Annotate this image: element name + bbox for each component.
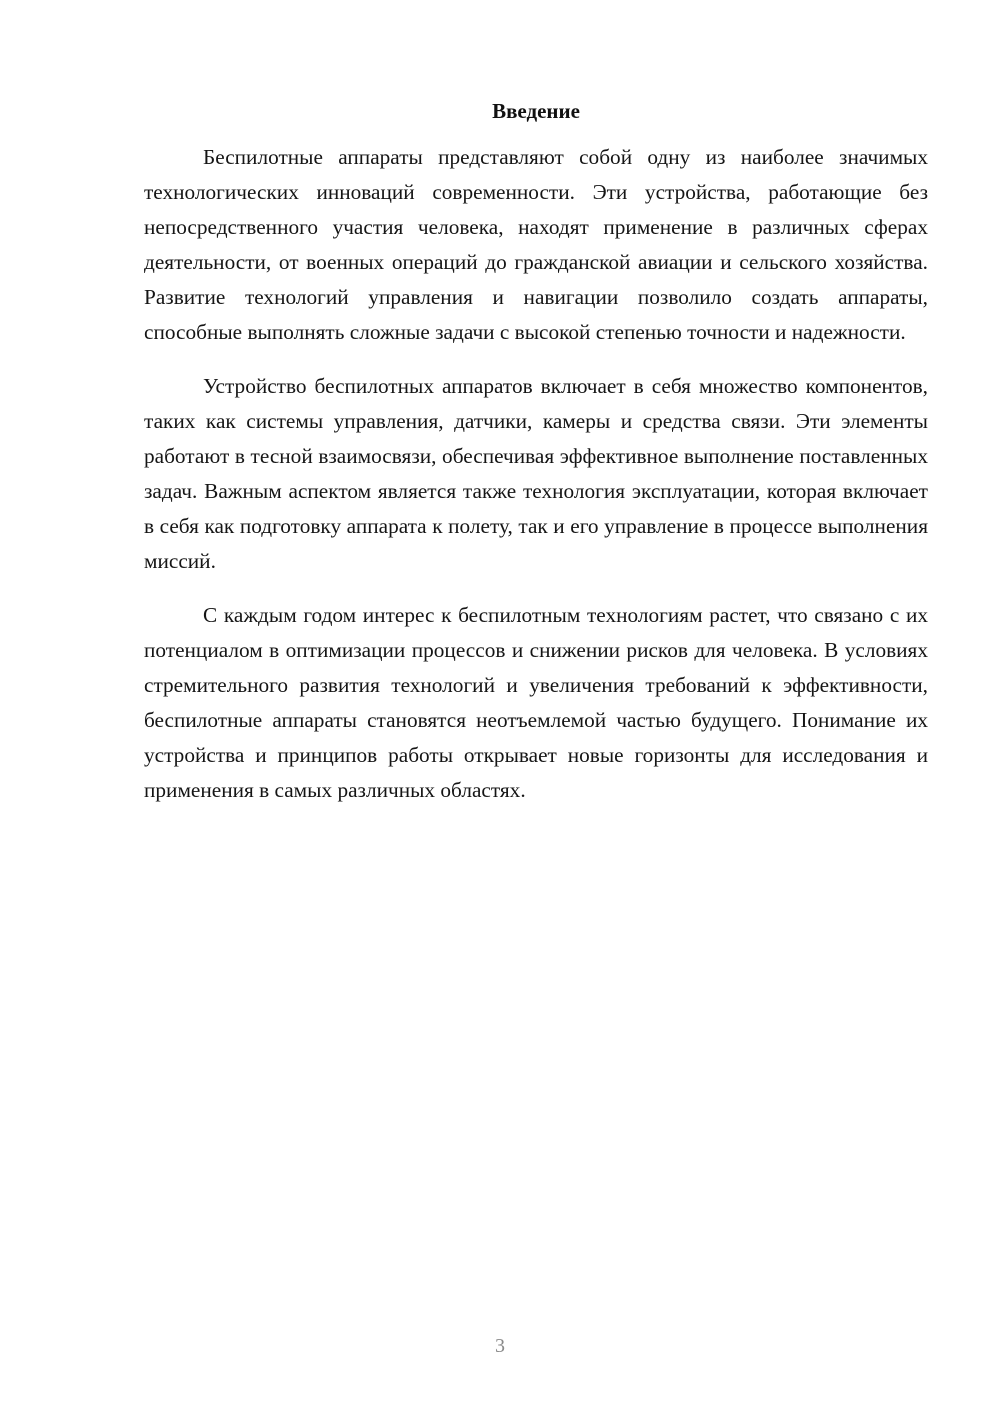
section-title: Введение	[492, 99, 580, 123]
paragraph-1: Беспилотные аппараты представляют собой одну из наиболее значимых технологических инноваций современности. Эти устройства, работающие без непосредственного участия человека, находят применение в различных сферах деятельности, от военных операций до гражданской авиации и сельского хозяйства. Развитие технологий управления и навигации позволило создать аппараты, способные выполнять сложные задачи с высокой степенью точности и надежности.	[144, 145, 928, 344]
paragraph-2: Устройство беспилотных аппаратов включает в себя множество компонентов, таких как системы управления, датчики, камеры и средства связи. Эти элементы работают в тесной взаимосвязи, обеспечивая эффективное выполнение поставленных задач. Важным аспектом является также технология эксплуатации, которая включает в себя как подготовку аппарата к полету, так и его управление в процессе выполнения миссий.	[144, 374, 928, 573]
page-content	[144, 96, 928, 827]
paragraph-3: С каждым годом интерес к беспилотным технологиям растет, что связано с их потенциалом в оптимизации процессов и снижении рисков для человека. В условиях стремительного развития технологий и увеличения требований к эффективности, беспилотные аппараты становятся неотъемлемой частью будущего. Понимание их устройства и принципов работы открывает новые горизонты для исследования и применения в самых различных областях.	[144, 603, 928, 802]
page-number: 3	[495, 1335, 505, 1357]
